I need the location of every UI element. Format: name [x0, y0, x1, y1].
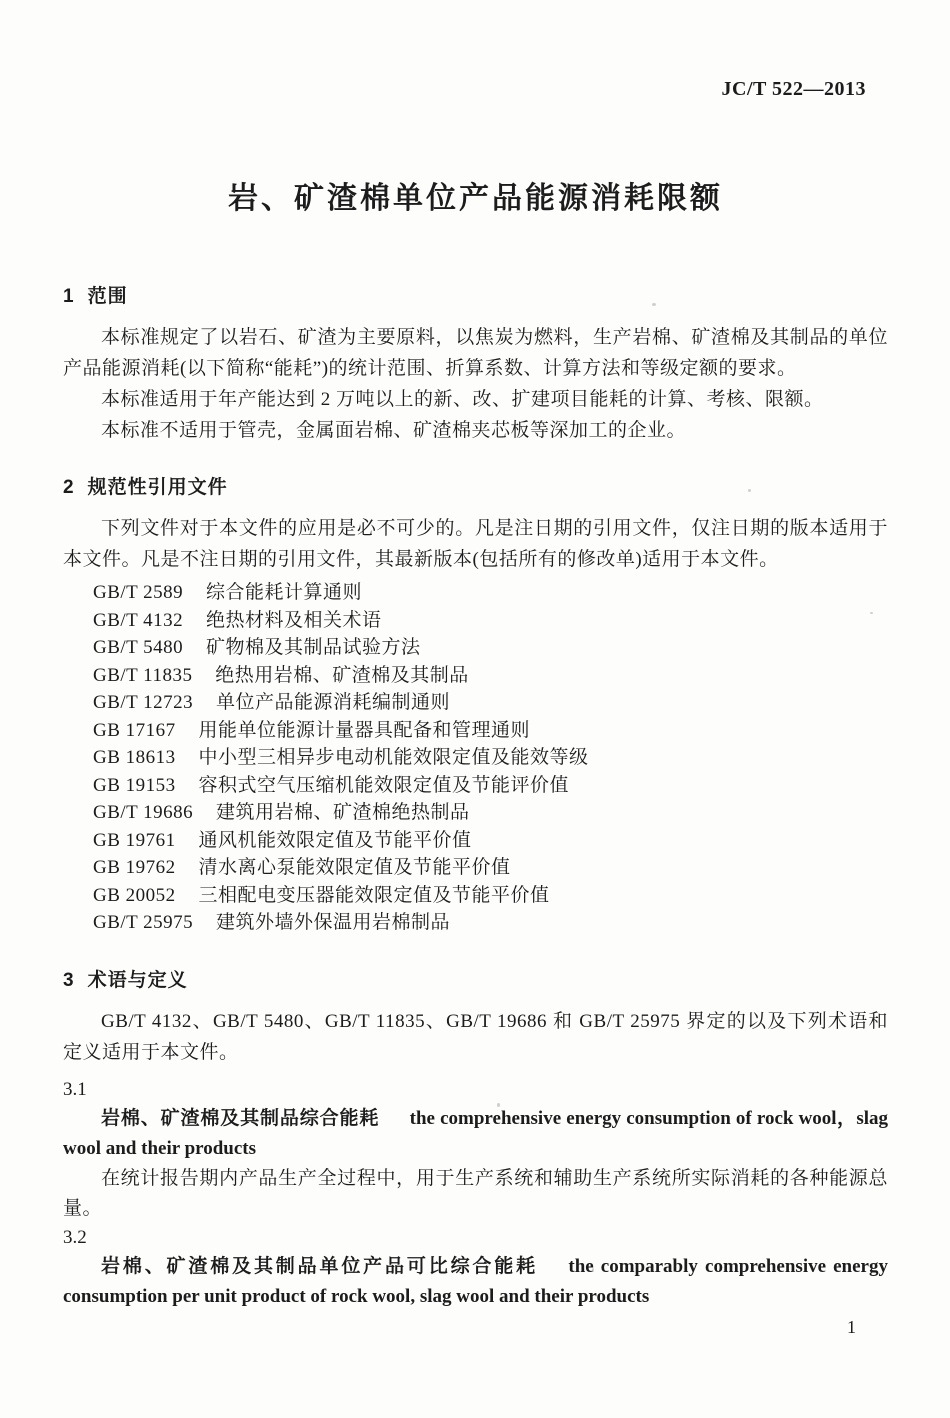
section-heading-normative-references — [63, 472, 888, 499]
reference-title: 绝热材料及相关术语 — [205, 609, 382, 631]
reference-code: GB/T 4132 — [93, 609, 184, 631]
reference-item — [93, 662, 888, 690]
scope-paragraph: 本标准不适用于管壳，金属面岩棉、矿渣棉夹芯板等深加工的企业。 — [101, 420, 687, 441]
scope-paragraph: 本标准规定了以岩石、矿渣为主要原料，以焦炭为燃料，生产岩棉、矿渣棉及其制品的单位产品能源消耗(以下简称“能耗”)的统计范围、折算系数、计算方法和等级定额的要求。 — [63, 327, 888, 379]
reference-title: 中小型三相异步电动机能效限定值及能效等级 — [198, 747, 589, 768]
scan-artifact — [497, 1103, 500, 1107]
term-chinese: 岩棉、矿渣棉及其制品单位产品可比综合能耗 — [101, 1255, 538, 1277]
term-english: the comparably comprehensive energy consumption per unit product of rock wool, slag wool and their products — [63, 1255, 888, 1307]
reference-item — [93, 909, 888, 937]
reference-item — [93, 634, 888, 662]
reference-title: 通风机能效限定值及节能平价值 — [198, 829, 472, 851]
scan-artifact — [652, 303, 656, 306]
reference-item — [93, 799, 888, 827]
normative-references-intro-block — [63, 513, 888, 575]
reference-title: 三相配电变压器能效限定值及节能平价值 — [198, 884, 550, 906]
standard-code: JC/T 522—2013 — [721, 78, 866, 100]
reference-title: 建筑外墙外保温用岩棉制品 — [215, 912, 450, 933]
term-chinese: 岩棉、矿渣棉及其制品综合能耗 — [101, 1107, 380, 1129]
reference-item — [93, 607, 888, 635]
references-list — [63, 579, 888, 937]
reference-title: 单位产品能源消耗编制通则 — [215, 692, 450, 713]
section-number: 1 — [63, 286, 74, 307]
term-english: the comprehensive energy consumption of rock wool，slag wool and their products — [63, 1107, 888, 1159]
page-number: 1 — [847, 1317, 856, 1337]
reference-title: 容积式空气压缩机能效限定值及节能评价值 — [198, 774, 569, 796]
term-number: 3.1 — [63, 1078, 87, 1100]
scope-paragraph: 本标准适用于年产能达到 2 万吨以上的新、改、扩建项目能耗的计算、考核、限额。 — [101, 389, 824, 410]
reference-code: GB/T 5480 — [93, 637, 184, 658]
term-definition: 在统计报告期内产品生产全过程中，用于生产系统和辅助生产系统所实际消耗的各种能源总量。 — [63, 1167, 888, 1219]
reference-code: GB/T 25975 — [93, 912, 194, 933]
reference-code: GB/T 2589 — [93, 582, 184, 603]
section-number: 3 — [63, 969, 74, 991]
reference-code: GB 18613 — [93, 747, 176, 768]
reference-code: GB/T 19686 — [93, 802, 194, 823]
term-entry — [63, 1104, 888, 1164]
section-title: 术语与定义 — [87, 969, 188, 991]
term-entry — [63, 1252, 888, 1312]
section-number: 2 — [63, 477, 74, 498]
reference-code: GB 17167 — [93, 719, 176, 741]
reference-code: GB 19153 — [93, 774, 176, 796]
reference-item — [93, 854, 888, 882]
reference-code: GB 20052 — [93, 884, 176, 906]
reference-title: 建筑用岩棉、矿渣棉绝热制品 — [215, 802, 470, 823]
reference-item — [93, 882, 888, 910]
reference-code: GB/T 12723 — [93, 692, 194, 713]
reference-title: 用能单位能源计量器具配备和管理通则 — [198, 719, 530, 741]
reference-title: 清水离心泵能效限定值及节能平价值 — [198, 857, 511, 878]
reference-title: 矿物棉及其制品试验方法 — [205, 637, 421, 658]
section-title: 范围 — [87, 286, 128, 307]
reference-item — [93, 689, 888, 717]
reference-item — [93, 579, 888, 607]
section-title: 规范性引用文件 — [87, 477, 228, 498]
normative-references-intro: 下列文件对于本文件的应用是必不可少的。凡是注日期的引用文件，仅注日期的版本适用于本文件。凡是不注日期的引用文件，其最新版本(包括所有的修改单)适用于本文件。 — [63, 518, 888, 570]
terms-intro: GB/T 4132、GB/T 5480、GB/T 11835、GB/T 19686 和 GB/T 25975 界定的以及下列术语和定义适用于本文件。 — [63, 1010, 888, 1063]
reference-title: 绝热用岩棉、矿渣棉及其制品 — [215, 664, 469, 686]
term-number: 3.2 — [63, 1226, 87, 1248]
scope-paragraphs — [63, 322, 888, 446]
document-title: 岩、矿渣棉单位产品能源消耗限额 — [228, 182, 723, 215]
reference-item — [93, 827, 888, 855]
reference-item — [93, 744, 888, 772]
terms-intro-block — [63, 1006, 888, 1068]
scan-artifact — [592, 1268, 594, 1272]
scan-artifact — [870, 612, 873, 614]
section-heading-scope — [63, 281, 888, 308]
reference-item — [93, 717, 888, 745]
reference-title: 综合能耗计算通则 — [205, 582, 362, 603]
section-heading-terms — [63, 965, 888, 992]
scan-artifact — [748, 489, 751, 492]
reference-code: GB/T 11835 — [93, 664, 193, 686]
reference-item — [93, 772, 888, 800]
reference-code: GB 19762 — [93, 857, 176, 878]
reference-code: GB 19761 — [93, 829, 176, 851]
